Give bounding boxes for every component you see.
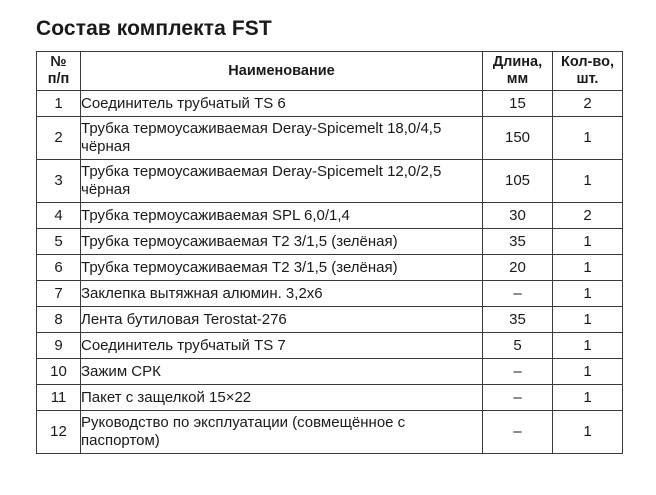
row-quantity: 1 (553, 160, 623, 203)
row-quantity: 2 (553, 91, 623, 117)
row-length: – (483, 281, 553, 307)
table-row (37, 385, 623, 411)
row-length: – (483, 359, 553, 385)
row-number: 11 (37, 385, 81, 411)
row-name: Лента бутиловая Terostat-276 (81, 307, 483, 333)
row-number: 4 (37, 203, 81, 229)
row-quantity: 1 (553, 117, 623, 160)
row-name: Трубка термоусаживаемая SPL 6,0/1,4 (81, 203, 483, 229)
row-number: 10 (37, 359, 81, 385)
table-header-row (37, 52, 623, 91)
row-number: 12 (37, 411, 81, 454)
row-name: Трубка термоусаживаемая Deray-Spicemelt 18,0/4,5 чёрная (81, 117, 483, 160)
header-length: Длина, мм (483, 52, 553, 91)
row-number: 8 (37, 307, 81, 333)
row-name: Трубка термоусаживаемая Deray-Spicemelt 12,0/2,5 чёрная (81, 160, 483, 203)
row-length: 35 (483, 307, 553, 333)
row-length: 5 (483, 333, 553, 359)
row-name: Трубка термоусаживаемая Т2 3/1,5 (зелёная) (81, 255, 483, 281)
row-name: Соединитель трубчатый TS 7 (81, 333, 483, 359)
row-quantity: 1 (553, 255, 623, 281)
row-name: Заклепка вытяжная алюмин. 3,2х6 (81, 281, 483, 307)
table-row (37, 359, 623, 385)
row-length: – (483, 385, 553, 411)
row-number: 7 (37, 281, 81, 307)
row-length: 30 (483, 203, 553, 229)
row-length: 105 (483, 160, 553, 203)
table-row (37, 91, 623, 117)
row-number: 9 (37, 333, 81, 359)
row-name: Зажим СРК (81, 359, 483, 385)
row-name: Пакет с защелкой 15×22 (81, 385, 483, 411)
table-row (37, 160, 623, 203)
row-quantity: 1 (553, 385, 623, 411)
table-row (37, 117, 623, 160)
row-length: 150 (483, 117, 553, 160)
table-row (37, 255, 623, 281)
row-name: Соединитель трубчатый TS 6 (81, 91, 483, 117)
row-quantity: 1 (553, 307, 623, 333)
row-name: Руководство по эксплуатации (совмещённое с паспортом) (81, 411, 483, 454)
row-length: – (483, 411, 553, 454)
row-number: 6 (37, 255, 81, 281)
table-row (37, 333, 623, 359)
row-number: 5 (37, 229, 81, 255)
row-quantity: 1 (553, 333, 623, 359)
table-row (37, 411, 623, 454)
table-row (37, 307, 623, 333)
row-quantity: 1 (553, 359, 623, 385)
row-number: 1 (37, 91, 81, 117)
header-number: № п/п (37, 52, 81, 91)
row-length: 15 (483, 91, 553, 117)
table-row (37, 281, 623, 307)
row-number: 2 (37, 117, 81, 160)
row-quantity: 1 (553, 411, 623, 454)
header-quantity: Кол-во, шт. (553, 52, 623, 91)
kit-contents-table (36, 51, 623, 454)
row-name: Трубка термоусаживаемая Т2 3/1,5 (зелёная) (81, 229, 483, 255)
row-length: 35 (483, 229, 553, 255)
row-quantity: 1 (553, 229, 623, 255)
document-title: Состав комплекта FST (36, 17, 272, 40)
row-quantity: 1 (553, 281, 623, 307)
row-length: 20 (483, 255, 553, 281)
row-number: 3 (37, 160, 81, 203)
row-quantity: 2 (553, 203, 623, 229)
table-row (37, 203, 623, 229)
header-name: Наименование (81, 52, 483, 91)
table-row (37, 229, 623, 255)
